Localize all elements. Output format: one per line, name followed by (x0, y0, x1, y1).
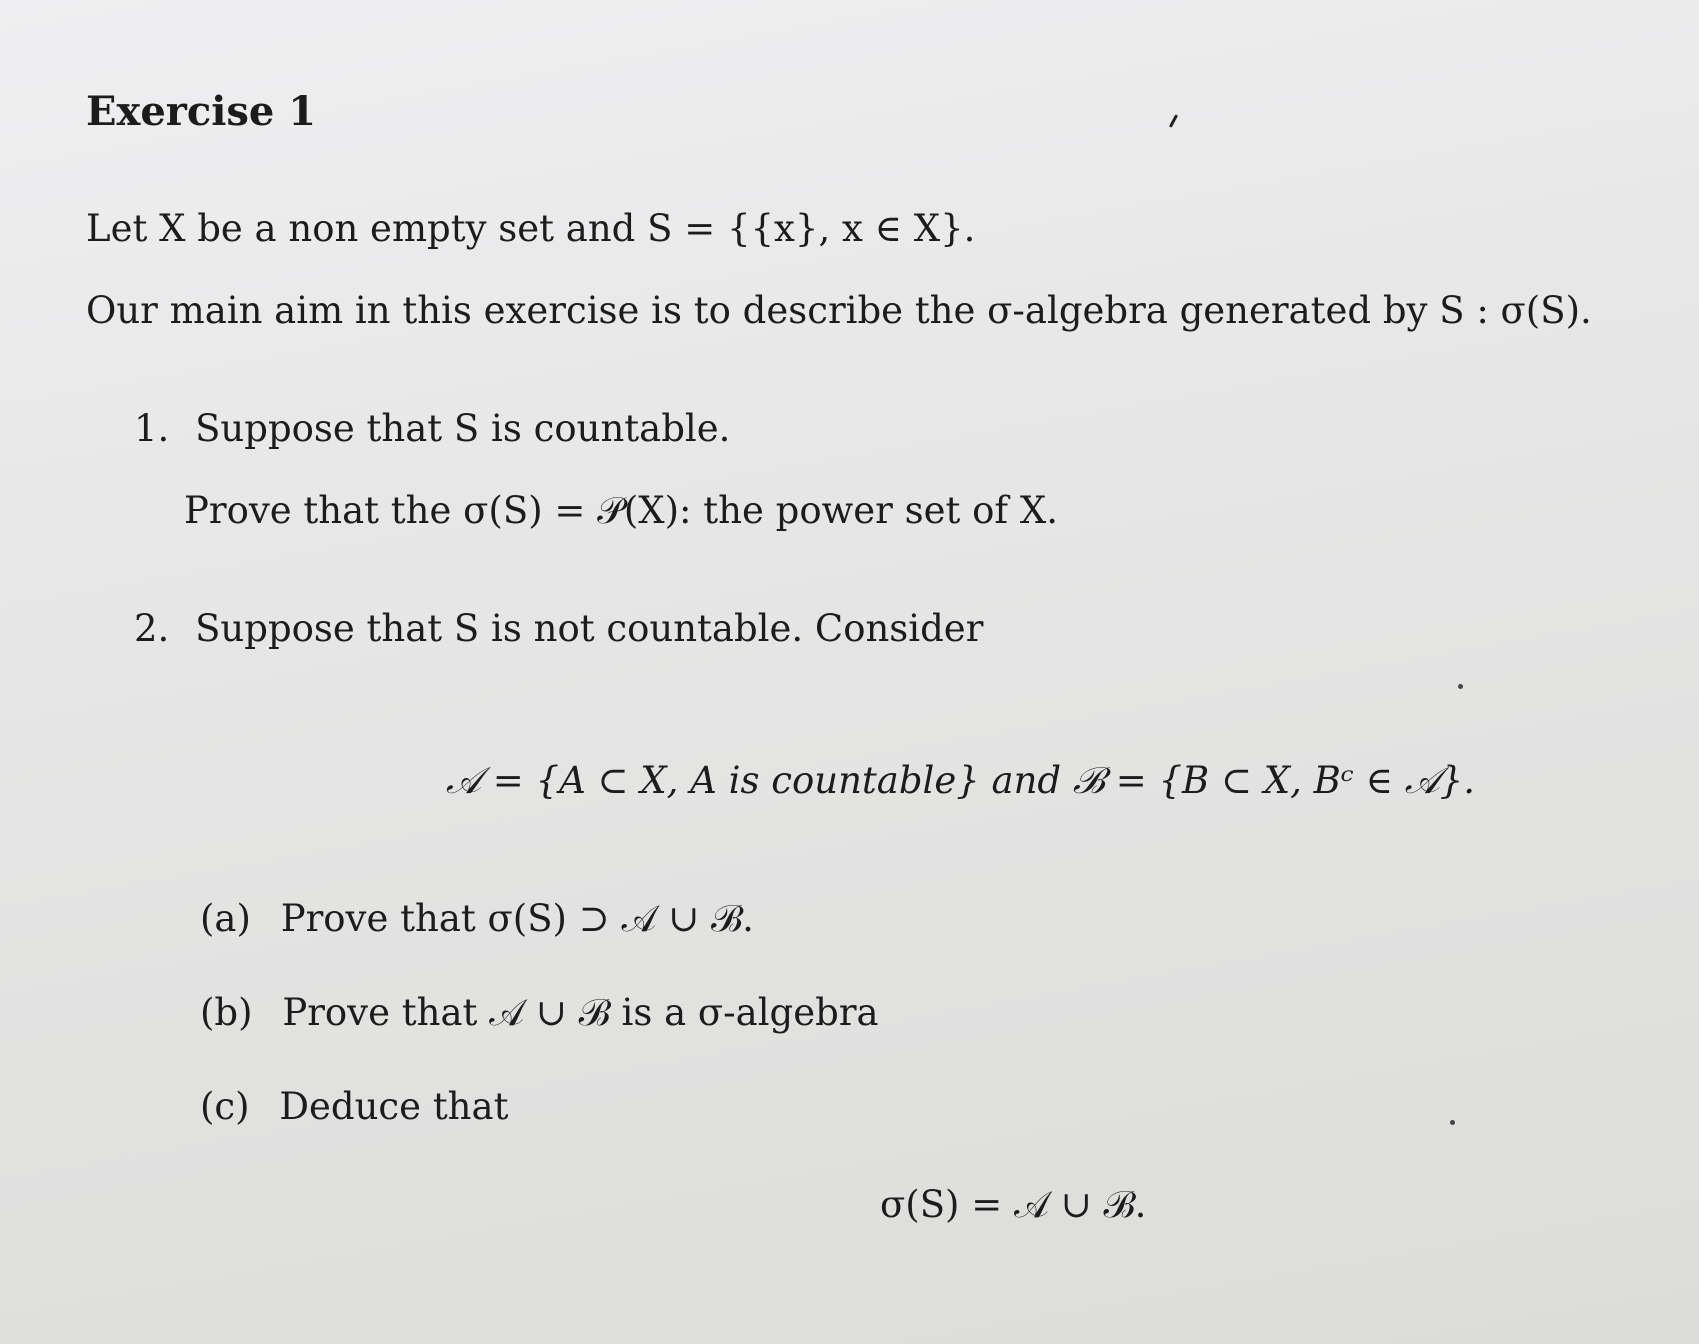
part-c (200, 1085, 509, 1128)
item-1-number: 1. (134, 407, 170, 450)
exercise-title: Exercise 1 (86, 88, 317, 135)
stray-mark (1169, 114, 1178, 128)
part-a-label: (a) (200, 897, 251, 940)
item-1 (134, 407, 731, 450)
part-b-label: (b) (200, 991, 253, 1034)
aim-text: Our main aim in this exercise is to describe the σ-algebra generated by S : σ(S). (86, 289, 1592, 332)
part-b-text: Prove that 𝒜 ∪ ℬ is a σ-algebra (282, 991, 879, 1034)
display-equation: 𝒜 = {A ⊂ X, A is countable} and ℬ = {B ⊂ X, Bᶜ ∈ 𝒜}. (446, 759, 1476, 802)
item-1-text: Suppose that S is countable. (195, 407, 731, 450)
part-b (200, 991, 879, 1034)
item-2 (134, 607, 984, 650)
part-a (200, 897, 754, 940)
part-c-label: (c) (200, 1085, 250, 1128)
item-2-text: Suppose that S is not countable. Consider (195, 607, 984, 650)
stray-dot (1450, 1120, 1455, 1125)
stray-dot (1458, 684, 1463, 689)
item-1-subtext: Prove that the σ(S) = 𝒫(X): the power set of X. (184, 489, 1058, 532)
intro-text: Let X be a non empty set and S = {{x}, x ∈ X}. (86, 207, 976, 250)
part-c-text: Deduce that (279, 1085, 509, 1128)
item-2-number: 2. (134, 607, 170, 650)
conclusion-equation: σ(S) = 𝒜 ∪ ℬ. (880, 1183, 1147, 1226)
part-a-text: Prove that σ(S) ⊃ 𝒜 ∪ ℬ. (280, 897, 754, 940)
